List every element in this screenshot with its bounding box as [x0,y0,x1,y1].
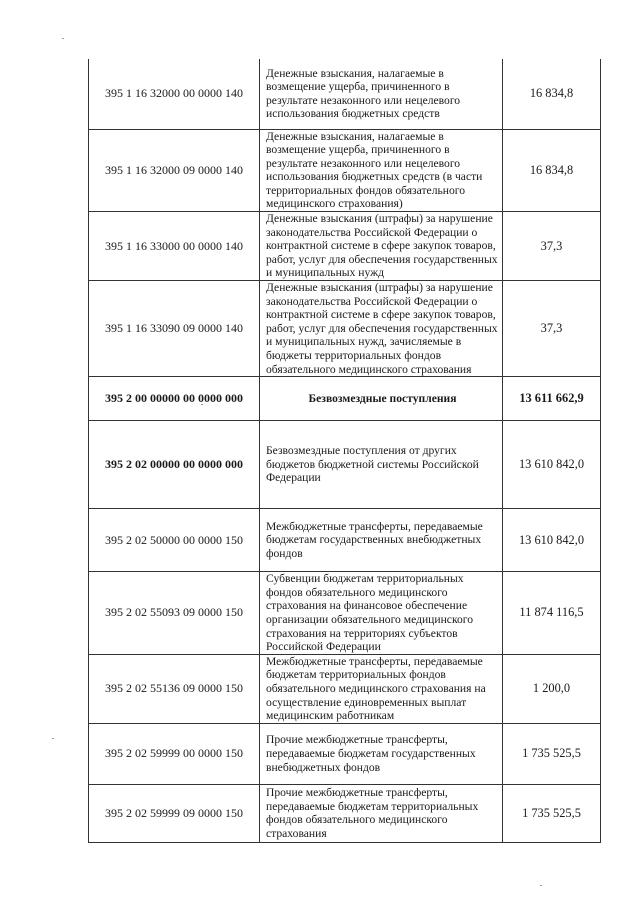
table-row [89,281,601,377]
amount-cell: 1 735 525,5 [503,784,601,842]
budget-code-cell: 395 2 02 55093 09 0000 150 [89,572,260,655]
revenue-name-cell: Межбюджетные трансферты, передаваемые бюджетам государственных внебюджетных фондов [260,509,503,572]
revenue-name-cell: Межбюджетные трансферты, передаваемые бюджетам территориальных фондов обязательного медицинского страхования на осуществление единовременных выплат медицинским работникам [260,654,503,723]
budget-code-cell: 395 1 16 33000 00 0000 140 [89,212,260,281]
table-row [89,723,601,784]
budget-code-cell: 395 1 16 32000 00 0000 140 [89,59,260,129]
budget-code-cell: 395 1 16 33090 09 0000 140 [89,281,260,377]
table-row [89,212,601,281]
budget-code-cell: 395 1 16 32000 09 0000 140 [89,129,260,212]
budget-code-cell: 395 2 02 55136 09 0000 150 [89,654,260,723]
scan-speck [52,738,54,739]
revenue-name-cell: Безвозмездные поступления от других бюджетов бюджетной системы Российской Федерации [260,421,503,509]
scan-speck [540,885,542,886]
table-row [89,377,601,421]
amount-cell: 16 834,8 [503,59,601,129]
revenue-name-cell: Субвенции бюджетам территориальных фондов обязательного медицинского страхования на финансовое обеспечение организации обязательного медицинского страхования на территориях субъектов Российской Федерации [260,572,503,655]
amount-cell: 11 874 116,5 [503,572,601,655]
budget-code-cell: 395 2 02 59999 00 0000 150 [89,723,260,784]
budget-code-cell: 395 2 00 00000 00 0000 000 [89,377,260,421]
amount-cell: 13 610 842,0 [503,421,601,509]
revenue-name-cell: Безвозмездные поступления [260,377,503,421]
table-row [89,129,601,212]
revenue-name-cell: Прочие межбюджетные трансферты, передаваемые бюджетам государственных внебюджетных фондов [260,723,503,784]
amount-cell: 37,3 [503,281,601,377]
budget-code-cell: 395 2 02 59999 09 0000 150 [89,784,260,842]
budget-revenue-table [88,59,601,843]
revenue-name-cell: Денежные взыскания (штрафы) за нарушение законодательства Российской Федерации о контрактной системе в сфере закупок товаров, работ, услуг для обеспечения государственных и муниципальных нужд, зачисляемые в бюджеты территориальных фондов обязательного медицинского страхования [260,281,503,377]
revenue-name-cell: Денежные взыскания, налагаемые в возмещение ущерба, причиненного в результате незаконного или нецелевого использования бюджетных средств [260,59,503,129]
table-row [89,59,601,129]
budget-code-cell: 395 2 02 00000 00 0000 000 [89,421,260,509]
revenue-name-cell: Денежные взыскания (штрафы) за нарушение законодательства Российской Федерации о контрактной системе в сфере закупок товаров, работ, услуг для обеспечения государственных и муниципальных нужд [260,212,503,281]
table-row [89,509,601,572]
table-row [89,784,601,842]
amount-cell: 13 610 842,0 [503,509,601,572]
amount-cell: 37,3 [503,212,601,281]
amount-cell: 16 834,8 [503,129,601,212]
amount-cell: 13 611 662,9 [503,377,601,421]
amount-cell: 1 735 525,5 [503,723,601,784]
table-row [89,572,601,655]
table-row [89,421,601,509]
revenue-name-cell: Прочие межбюджетные трансферты, передаваемые бюджетам территориальных фондов обязательного медицинского страхования [260,784,503,842]
revenue-name-cell: Денежные взыскания, налагаемые в возмещение ущерба, причиненного в результате незаконного или нецелевого использования бюджетных средств (в части территориальных фондов обязательного медицинского страхования) [260,129,503,212]
amount-cell: 1 200,0 [503,654,601,723]
table-row [89,654,601,723]
scan-speck [62,38,64,39]
budget-code-cell: 395 2 02 50000 00 0000 150 [89,509,260,572]
